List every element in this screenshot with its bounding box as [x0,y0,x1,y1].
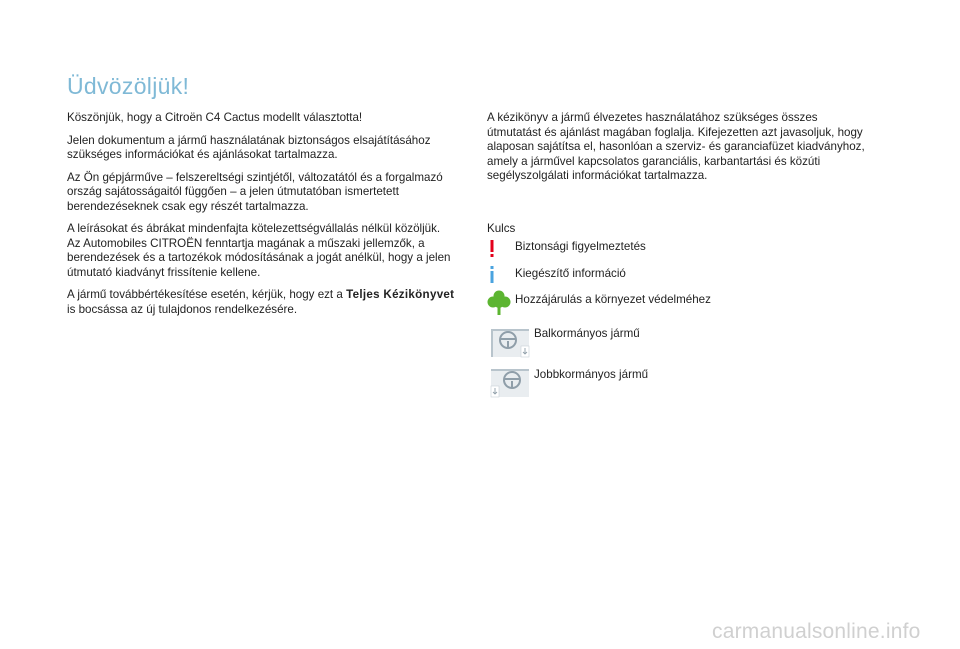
key-heading: Kulcs [487,222,516,235]
left-hand-drive-icon [489,327,531,359]
manual-usage-paragraph: A kézikönyv a jármű élvezetes használatához szükséges összes útmutatást és ajánlást magában foglalja. Kifejezetten azt javasoljuk, hogy alaposan sajátítsa el, hasonlóan a szerviz- és garanciafüzet kiadványhoz, amely a járművel kapcsolatos garanciális, karbantartási és közúti segélyszolgálati információkat tartalmazza. [487,111,865,182]
environment-label: Hozzájárulás a környezet védelméhez [515,293,711,306]
info-icon [487,266,497,284]
intro-left-column [67,111,457,325]
equipment-variation-paragraph: Az Ön gépjárműve – felszereltségi szintjétől, változatától és a forgalmazó ország sajátosságaitól függően – a jelen útmutatóban ismertetett berendezéseknek csak egy részét tartalmazza. [67,170,443,213]
full-manual-emphasis: Teljes Kézikönyvet [346,288,455,301]
page-title: Üdvözöljük! [67,73,190,99]
additional-info-label: Kiegészítő információ [515,267,626,280]
right-hand-drive-icon [489,367,531,399]
safety-warning-label: Biztonsági figyelmeztetés [515,240,646,253]
left-hand-drive-label: Balkormányos jármű [534,327,640,340]
exclamation-icon [487,240,497,258]
resale-text-end: is bocsássa az új tulajdonos rendelkezésére. [67,302,298,316]
resale-paragraph [67,288,457,317]
document-purpose-paragraph: Jelen dokumentum a jármű használatának biztonságos elsajátításához szükséges információkat és ajánlásokat tartalmazza. [67,133,431,161]
modification-rights-paragraph: Az Automobiles CITROËN fenntartja magának a műszaki jellemzők, a berendezések és a tartozékok módosításának a jogát anélkül, hogy a jelen útmutató kiadványt frissítenie kellene. [67,236,451,279]
watermark: carmanualsonline.info [712,620,921,643]
no-commitment-paragraph: A leírásokat és ábrákat mindenfajta kötelezettségvállalás nélkül közöljük. [67,222,441,235]
tree-icon [487,290,511,316]
right-hand-drive-label: Jobbkormányos jármű [534,368,649,381]
resale-text-start: A jármű továbbértékesítése esetén, kérjük, hogy ezt a [67,288,347,301]
intro-right-column [487,111,867,184]
thanks-paragraph: Köszönjük, hogy a Citroën C4 Cactus modellt választotta! [67,111,363,124]
